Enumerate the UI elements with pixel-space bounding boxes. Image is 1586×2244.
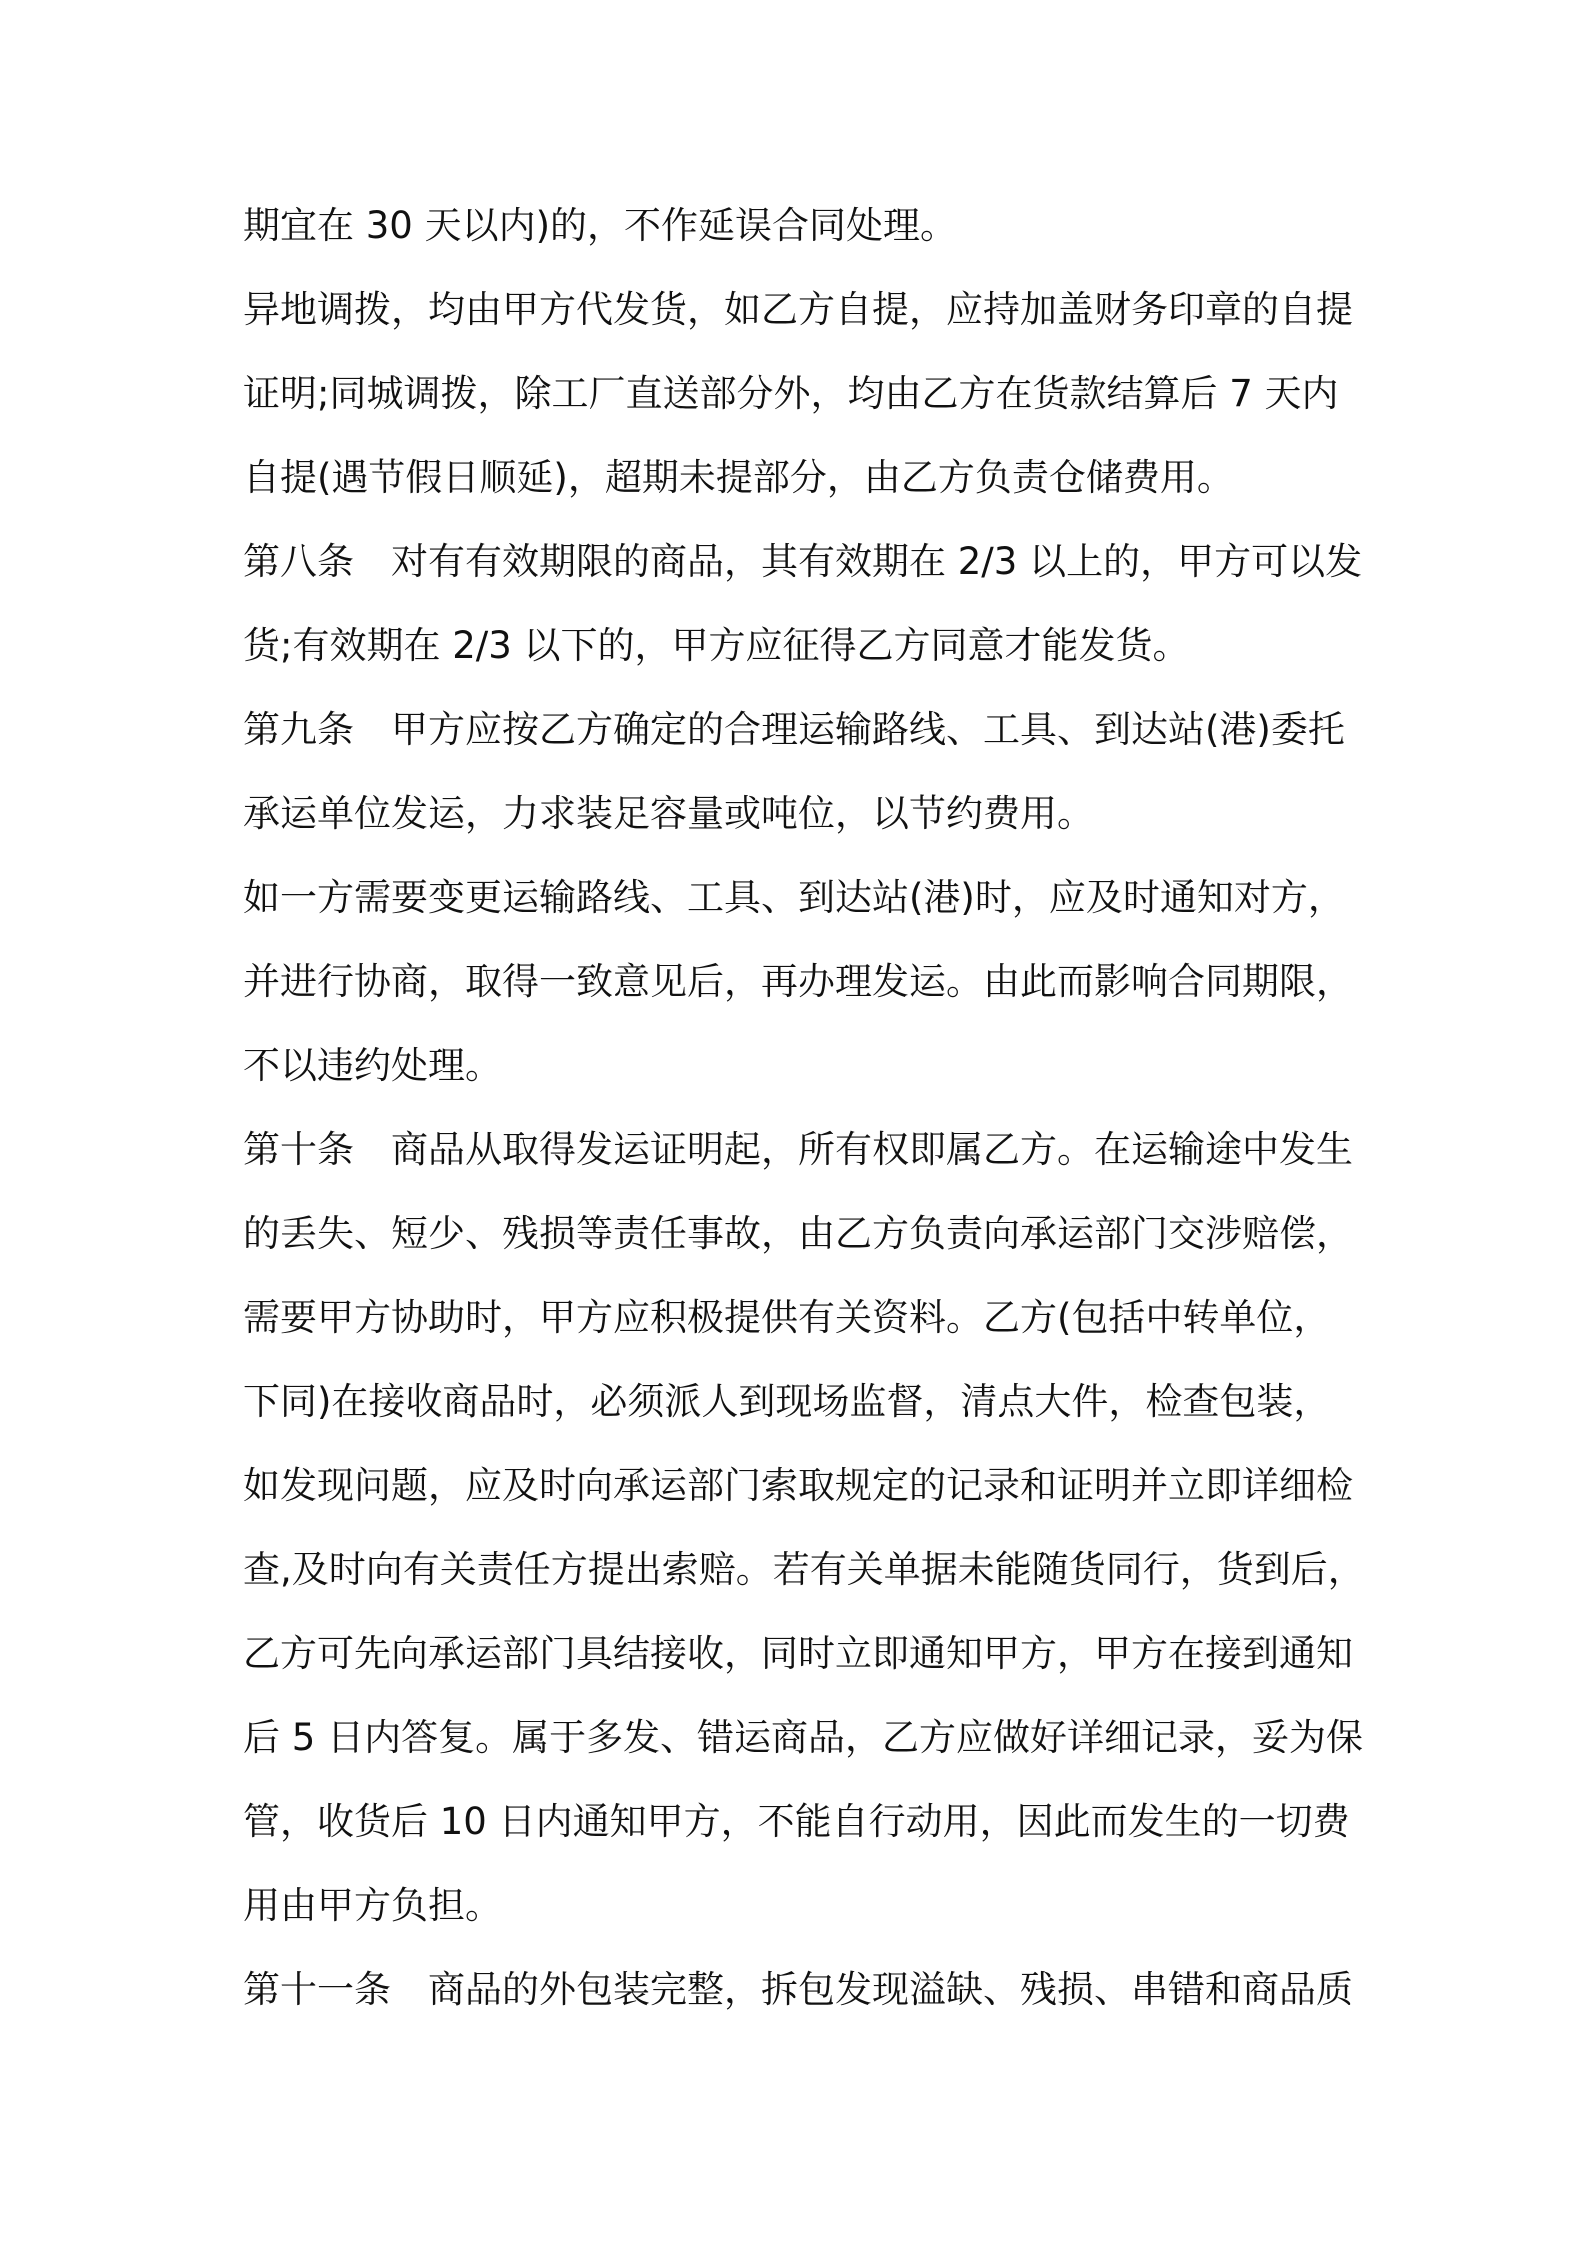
text-line: 下同)在接收商品时，必须派人到现场监督，清点大件，检查包装， [243, 1380, 1331, 1423]
text-line: 后 5 日内答复。属于多发、错运商品，乙方应做好详细记录，妥为保 [243, 1716, 1364, 1759]
text-line: 不以违约处理。 [243, 1044, 502, 1087]
text-line: 的丢失、短少、残损等责任事故，由乙方负责向承运部门交涉赔偿， [243, 1212, 1353, 1255]
text-line: 需要甲方协助时，甲方应积极提供有关资料。乙方(包括中转单位， [243, 1296, 1331, 1339]
text-line: 货;有效期在 2/3 以下的，甲方应征得乙方同意才能发货。 [243, 624, 1190, 667]
text-line: 自提(遇节假日顺延)，超期未提部分，由乙方负责仓储费用。 [243, 456, 1234, 499]
article-8-line: 第八条 对有有效期限的商品，其有效期在 2/3 以上的，甲方可以发 [243, 540, 1363, 583]
text-line: 乙方可先向承运部门具结接收，同时立即通知甲方，甲方在接到通知 [243, 1632, 1353, 1675]
text-line: 承运单位发运，力求装足容量或吨位，以节约费用。 [243, 792, 1094, 835]
text-line: 查,及时向有关责任方提出索赔。若有关单据未能随货同行，货到后， [243, 1548, 1365, 1591]
article-11-line: 第十一条 商品的外包装完整，拆包发现溢缺、残损、串错和商品质 [243, 1968, 1353, 2011]
text-line: 并进行协商，取得一致意见后，再办理发运。由此而影响合同期限， [243, 960, 1353, 1003]
text-line: 管，收货后 10 日内通知甲方，不能自行动用，因此而发生的一切费 [243, 1800, 1350, 1843]
text-line: 如一方需要变更运输路线、工具、到达站(港)时，应及时通知对方， [243, 876, 1345, 919]
text-line: 如发现问题，应及时向承运部门索取规定的记录和证明并立即详细检 [243, 1464, 1353, 1507]
article-9-line: 第九条 甲方应按乙方确定的合理运输路线、工具、到达站(港)委托 [243, 708, 1345, 751]
article-10-line: 第十条 商品从取得发运证明起，所有权即属乙方。在运输途中发生 [243, 1128, 1353, 1171]
text-line: 期宜在 30 天以内)的，不作延误合同处理。 [243, 204, 958, 247]
text-line: 证明;同城调拨，除工厂直送部分外，均由乙方在货款结算后 7 天内 [243, 372, 1339, 415]
text-line: 用由甲方负担。 [243, 1884, 502, 1927]
text-line: 异地调拨，均由甲方代发货，如乙方自提，应持加盖财务印章的自提 [243, 288, 1353, 331]
